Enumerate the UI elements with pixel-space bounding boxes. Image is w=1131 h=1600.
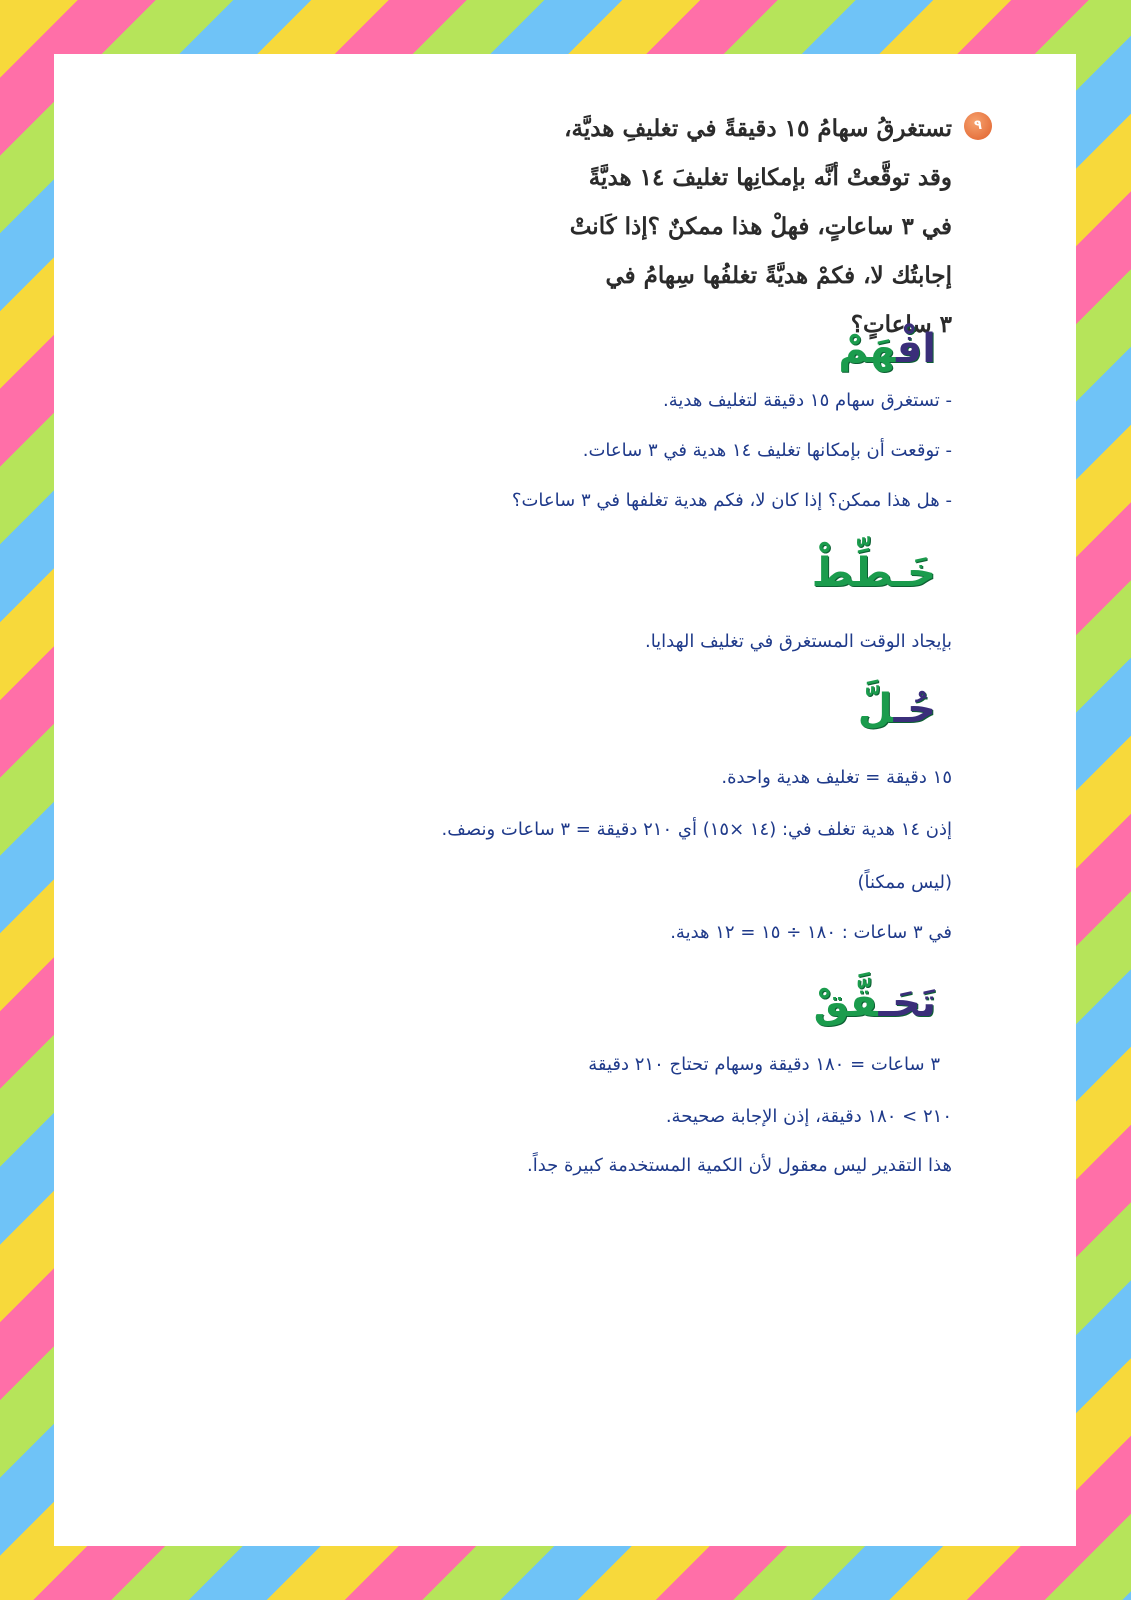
solve-line-4: في ٣ ساعات : ١٨٠ ÷ ١٥ = ١٢ هدية.: [670, 922, 952, 943]
problem-line: ٣ ساعاتٍ؟: [850, 311, 952, 338]
problem-number-badge: ٩: [964, 112, 992, 140]
heading-understand: [838, 326, 936, 372]
plan-line-1: بإيجاد الوقت المستغرق في تغليف الهدايا.: [644, 631, 952, 652]
heading-check: [814, 980, 936, 1026]
heading-plan-part2: طِّطْ: [811, 550, 894, 596]
heading-plan-part1: خَـ: [893, 550, 936, 596]
solve-line-1: ١٥ دقيقة = تغليف هدية واحدة.: [721, 767, 952, 788]
heading-solve: [858, 686, 936, 732]
solve-line-3: (ليس ممكناً): [857, 872, 952, 893]
heading-understand-part2: هَمْ: [838, 326, 897, 372]
worksheet-page: [54, 54, 1076, 1546]
heading-understand-part1: افْ: [896, 326, 936, 372]
heading-check-part1: تَحَـ: [878, 980, 936, 1026]
heading-solve-part1: حُـ: [893, 686, 936, 732]
understand-line-2: - توقعت أن بإمكانها تغليف ١٤ هدية في ٣ ساعات.: [582, 440, 952, 461]
understand-line-1: - تستغرق سهام ١٥ دقيقة لتغليف هدية.: [662, 390, 952, 411]
problem-statement: [392, 104, 952, 349]
heading-solve-part2: لَّ: [857, 686, 894, 732]
problem-line: في ٣ ساعاتٍ، فهلْ هذا ممكنٌ ؟إذا كَانتْ: [569, 213, 952, 240]
check-line-1: ٣ ساعات = ١٨٠ دقيقة وسهام تحتاج ٢١٠ دقيقة: [588, 1054, 940, 1075]
solve-line-2: إذن ١٤ هدية تغلف في: (١٤ ×١٥) أي ٢١٠ دقيقة = ٣ ساعات ونصف.: [441, 819, 952, 840]
check-line-2: ٢١٠ > ١٨٠ دقيقة، إذن الإجابة صحيحة.: [665, 1106, 952, 1127]
problem-line: إجابتُك لا، فكمْ هديَّةً تغلفُها سِهامُ في: [605, 262, 952, 289]
problem-line: وقد توقَّعتْ أنَّه بإمكانِها تغليفَ ١٤ هديَّةً: [588, 164, 952, 191]
heading-plan: [812, 550, 936, 596]
check-line-3: هذا التقدير ليس معقول لأن الكمية المستخدمة كبيرة جداً.: [526, 1155, 952, 1176]
heading-check-part2: قَّقْ: [813, 980, 879, 1026]
understand-line-3: - هل هذا ممكن؟ إذا كان لا، فكم هدية تغلفها في ٣ ساعات؟: [511, 490, 952, 511]
problem-line: تستغرقُ سهامُ ١٥ دقيقةً في تغليفِ هديَّة،: [564, 115, 952, 142]
